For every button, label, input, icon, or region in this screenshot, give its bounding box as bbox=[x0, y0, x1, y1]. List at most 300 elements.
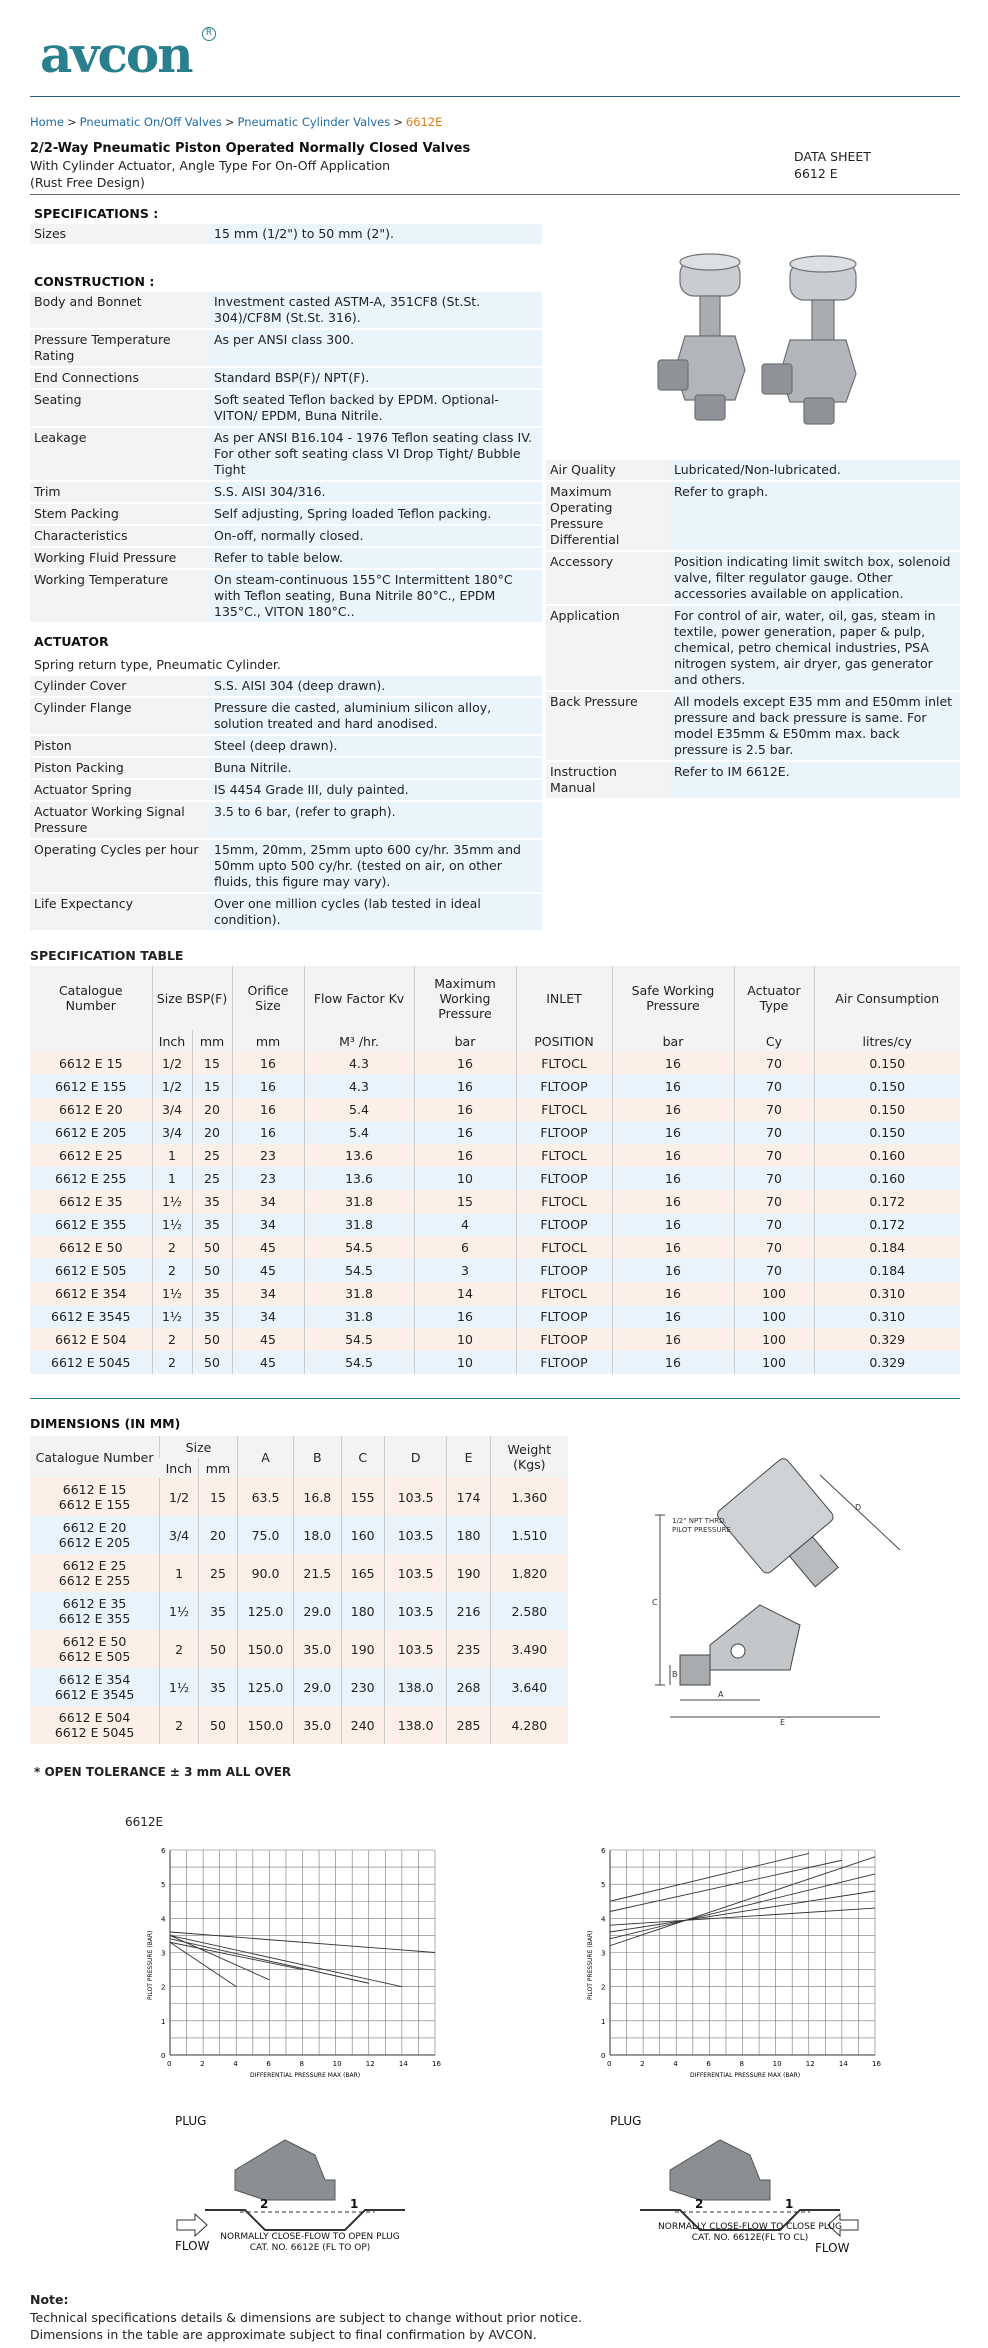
spec-row bbox=[546, 762, 960, 798]
table-cell: 103.5 bbox=[384, 1478, 447, 1516]
table-cell: 16 bbox=[232, 1098, 304, 1121]
spec-key: Actuator Spring bbox=[30, 780, 210, 800]
table-cell: 150.0 bbox=[237, 1706, 293, 1744]
spec-value: Buna Nitrile. bbox=[210, 758, 542, 778]
table-cell: 35.0 bbox=[294, 1706, 342, 1744]
y-tick-label: 1 bbox=[601, 2017, 606, 2026]
spec-row bbox=[30, 698, 542, 734]
table-row bbox=[30, 1516, 568, 1554]
table-cell: 70 bbox=[734, 1052, 814, 1075]
spec-value: S.S. AISI 304/316. bbox=[210, 482, 542, 502]
logo-text: avcon bbox=[40, 25, 192, 84]
table-cell: 6612 E 255 bbox=[30, 1167, 152, 1190]
x-tick-label: 12 bbox=[365, 2060, 375, 2068]
avcon-logo[interactable] bbox=[40, 25, 240, 85]
x-tick-label: 16 bbox=[872, 2060, 881, 2068]
table-row bbox=[30, 1630, 568, 1668]
table-cell: 174 bbox=[447, 1478, 490, 1516]
spec-key: Stem Packing bbox=[30, 504, 210, 524]
dim-catalogue-cell bbox=[30, 1592, 160, 1630]
spec-value: Refer to IM 6612E. bbox=[670, 762, 960, 798]
table-cell: 50 bbox=[199, 1706, 238, 1744]
spec-value: Steel (deep drawn). bbox=[210, 736, 542, 756]
table-cell: 0.172 bbox=[814, 1213, 960, 1236]
table-cell: 16 bbox=[414, 1075, 516, 1098]
table-cell: 35 bbox=[192, 1282, 232, 1305]
table-cell: 0.329 bbox=[814, 1328, 960, 1351]
breadcrumb-pneumatic-onoff[interactable]: Pneumatic On/Off Valves bbox=[79, 115, 222, 129]
spec-key: Application bbox=[546, 606, 670, 690]
pilot-label-1: 1/2" NPT THRD. bbox=[672, 1517, 727, 1525]
valve-product-photo bbox=[650, 250, 880, 430]
table-cell: 16 bbox=[612, 1190, 734, 1213]
table-cell: 18.0 bbox=[294, 1516, 342, 1554]
caption-left-1: NORMALLY CLOSE-FLOW TO OPEN PLUG bbox=[220, 2232, 400, 2242]
table-cell: 103.5 bbox=[384, 1516, 447, 1554]
spec-column-header: Size BSP(F) bbox=[152, 966, 232, 1030]
y-tick-label: 0 bbox=[161, 2052, 166, 2060]
table-cell: 50 bbox=[192, 1351, 232, 1374]
spec-column-header: Catalogue Number bbox=[30, 966, 152, 1030]
table-cell: 125.0 bbox=[237, 1668, 293, 1706]
dim-column-header: E bbox=[447, 1436, 490, 1478]
table-cell: 25 bbox=[192, 1167, 232, 1190]
table-row bbox=[30, 1592, 568, 1630]
table-cell: 6612 E 3545 bbox=[30, 1305, 152, 1328]
table-cell: 70 bbox=[734, 1167, 814, 1190]
table-cell: 0.150 bbox=[814, 1052, 960, 1075]
table-cell: 35.0 bbox=[294, 1630, 342, 1668]
table-cell: 34 bbox=[232, 1190, 304, 1213]
spec-row bbox=[546, 606, 960, 690]
table-cell: 15 bbox=[192, 1052, 232, 1075]
table-cell: 103.5 bbox=[384, 1592, 447, 1630]
spec-key: Working Fluid Pressure bbox=[30, 548, 210, 568]
x-axis-label: DIFFERENTIAL PRESSURE MAX (BAR) bbox=[690, 2072, 801, 2079]
catalogue-number: 6612 E 504 bbox=[58, 1710, 131, 1725]
spec-row bbox=[30, 758, 542, 778]
table-cell: 90.0 bbox=[237, 1554, 293, 1592]
spec-row bbox=[546, 482, 960, 550]
table-cell: 0.160 bbox=[814, 1144, 960, 1167]
dim-b-label: B bbox=[672, 1670, 678, 1679]
spec-key: Piston Packing bbox=[30, 758, 210, 778]
dim-column-header: B bbox=[294, 1436, 342, 1478]
table-cell: 16 bbox=[612, 1144, 734, 1167]
spec-value: On-off, normally closed. bbox=[210, 526, 542, 546]
table-cell: 6612 E 20 bbox=[30, 1098, 152, 1121]
table-cell: 70 bbox=[734, 1236, 814, 1259]
dim-catalogue-cell bbox=[30, 1516, 160, 1554]
spec-row bbox=[30, 570, 542, 622]
table-cell: 45 bbox=[232, 1236, 304, 1259]
table-cell: 0.150 bbox=[814, 1098, 960, 1121]
table-cell: 0.184 bbox=[814, 1236, 960, 1259]
table-cell: 0.160 bbox=[814, 1167, 960, 1190]
spec-value: IS 4454 Grade III, duly painted. bbox=[210, 780, 542, 800]
table-cell: 16 bbox=[414, 1305, 516, 1328]
caption-left-2: CAT. NO. 6612E (FL TO OP) bbox=[249, 2243, 371, 2253]
table-row bbox=[30, 1305, 960, 1328]
flow-label-right: FLOW bbox=[815, 2241, 850, 2255]
spec-row bbox=[30, 482, 542, 502]
table-cell: 138.0 bbox=[384, 1706, 447, 1744]
table-cell: 16 bbox=[612, 1328, 734, 1351]
table-cell: 16 bbox=[414, 1144, 516, 1167]
catalogue-number: 6612 E 20 bbox=[62, 1520, 127, 1535]
spec-unit-header: M³ /hr. bbox=[304, 1030, 414, 1052]
y-axis-label: PILOT PRESSURE (BAR) bbox=[147, 1930, 154, 2000]
catalogue-number: 6612 E 255 bbox=[58, 1573, 131, 1588]
table-cell: 6612 E 505 bbox=[30, 1259, 152, 1282]
table-cell: 31.8 bbox=[304, 1213, 414, 1236]
spec-unit-header: mm bbox=[232, 1030, 304, 1052]
table-cell: 75.0 bbox=[237, 1516, 293, 1554]
spec-row bbox=[30, 428, 542, 480]
table-cell: 31.8 bbox=[304, 1190, 414, 1213]
port-2-label: 2 bbox=[260, 2197, 269, 2211]
table-cell: 1½ bbox=[160, 1592, 199, 1630]
table-cell: FLTOOP bbox=[516, 1213, 612, 1236]
table-cell: 240 bbox=[341, 1706, 384, 1744]
spec-value: Refer to graph. bbox=[670, 482, 960, 550]
table-cell: FLTOOP bbox=[516, 1328, 612, 1351]
table-cell: 25 bbox=[192, 1144, 232, 1167]
spec-key: Life Expectancy bbox=[30, 894, 210, 930]
table-cell: 6612 E 5045 bbox=[30, 1351, 152, 1374]
table-row bbox=[30, 1554, 568, 1592]
table-cell: 70 bbox=[734, 1259, 814, 1282]
spec-value: As per ANSI B16.104 - 1976 Teflon seating class IV. For other soft seating class VI Drop Tight/ Bubble Tight bbox=[210, 428, 542, 480]
table-cell: 50 bbox=[192, 1236, 232, 1259]
table-cell: 3/4 bbox=[152, 1121, 192, 1144]
specifications-table bbox=[30, 222, 542, 246]
spec-column-header: Maximum Working Pressure bbox=[414, 966, 516, 1030]
table-cell: 31.8 bbox=[304, 1282, 414, 1305]
port-1-label: 1 bbox=[350, 2197, 359, 2211]
table-cell: 45 bbox=[232, 1351, 304, 1374]
spec-value: All models except E35 mm and E50mm inlet pressure and back pressure is same. For model E35mm & E50mm max. back pressure is 2.5 bar. bbox=[670, 692, 960, 760]
spec-table-title: SPECIFICATION TABLE bbox=[30, 948, 184, 963]
table-cell: 16 bbox=[612, 1052, 734, 1075]
specifications-heading: SPECIFICATIONS : bbox=[34, 206, 159, 221]
table-cell: 6612 E 25 bbox=[30, 1144, 152, 1167]
x-tick-label: 14 bbox=[398, 2060, 408, 2068]
table-cell: 1 bbox=[160, 1554, 199, 1592]
table-cell: 15 bbox=[192, 1075, 232, 1098]
table-cell: FLTOOP bbox=[516, 1167, 612, 1190]
table-cell: 20 bbox=[199, 1516, 238, 1554]
table-cell: 155 bbox=[341, 1478, 384, 1516]
table-cell: 34 bbox=[232, 1213, 304, 1236]
spec-key: Body and Bonnet bbox=[30, 292, 210, 328]
spec-row bbox=[30, 780, 542, 800]
valve-right bbox=[762, 256, 856, 424]
x-tick-label: 0 bbox=[607, 2060, 612, 2068]
spec-key: Actuator Working Signal Pressure bbox=[30, 802, 210, 838]
table-cell: 125.0 bbox=[237, 1592, 293, 1630]
product-subtitle-2: (Rust Free Design) bbox=[30, 175, 145, 190]
table-cell: 35 bbox=[192, 1213, 232, 1236]
x-tick-label: 4 bbox=[673, 2060, 678, 2068]
spec-row bbox=[546, 692, 960, 760]
breadcrumb-sep: > bbox=[393, 115, 403, 129]
table-cell: 16 bbox=[612, 1259, 734, 1282]
spec-row bbox=[30, 736, 542, 756]
catalogue-number: 6612 E 155 bbox=[58, 1497, 131, 1512]
table-cell: 10 bbox=[414, 1167, 516, 1190]
table-cell: 1½ bbox=[152, 1282, 192, 1305]
table-cell: 3/4 bbox=[152, 1098, 192, 1121]
spec-key: Characteristics bbox=[30, 526, 210, 546]
table-cell: 6612 E 355 bbox=[30, 1213, 152, 1236]
table-cell: 50 bbox=[192, 1259, 232, 1282]
table-cell: 3.490 bbox=[490, 1630, 568, 1668]
table-row bbox=[30, 1668, 568, 1706]
y-tick-label: 5 bbox=[161, 1881, 166, 1890]
table-cell: 35 bbox=[199, 1592, 238, 1630]
spec-key: Sizes bbox=[30, 224, 210, 244]
breadcrumb-home[interactable]: Home bbox=[30, 115, 64, 129]
table-cell: 16 bbox=[612, 1351, 734, 1374]
table-cell: 16 bbox=[414, 1098, 516, 1121]
datasheet-code: 6612 E bbox=[794, 166, 838, 181]
spec-row bbox=[546, 552, 960, 604]
table-cell: 13.6 bbox=[304, 1144, 414, 1167]
plug-label-right: PLUG bbox=[610, 2114, 642, 2128]
table-row bbox=[30, 1144, 960, 1167]
table-cell: 103.5 bbox=[384, 1630, 447, 1668]
y-tick-label: 5 bbox=[601, 1881, 606, 1890]
table-cell: 0.150 bbox=[814, 1075, 960, 1098]
spec-unit-header: Inch bbox=[152, 1030, 192, 1052]
table-cell: 180 bbox=[341, 1592, 384, 1630]
breadcrumb bbox=[30, 115, 442, 129]
table-row bbox=[30, 1121, 960, 1144]
catalogue-number: 6612 E 505 bbox=[58, 1649, 131, 1664]
specification-table bbox=[30, 966, 960, 1374]
title-divider bbox=[30, 194, 960, 195]
table-cell: 16.8 bbox=[294, 1478, 342, 1516]
table-cell: 54.5 bbox=[304, 1351, 414, 1374]
table-cell: 16 bbox=[612, 1236, 734, 1259]
table-cell: 1.820 bbox=[490, 1554, 568, 1592]
table-cell: 6612 E 15 bbox=[30, 1052, 152, 1075]
spec-key: End Connections bbox=[30, 368, 210, 388]
table-cell: FLTOOP bbox=[516, 1075, 612, 1098]
table-cell: 2 bbox=[152, 1328, 192, 1351]
dim-header-row bbox=[30, 1436, 568, 1458]
x-tick-label: 0 bbox=[167, 2060, 172, 2068]
spec-value: As per ANSI class 300. bbox=[210, 330, 542, 366]
table-cell: 63.5 bbox=[237, 1478, 293, 1516]
registered-mark: R bbox=[202, 27, 216, 41]
spec-key: Back Pressure bbox=[546, 692, 670, 760]
valve-left bbox=[658, 254, 745, 420]
table-row bbox=[30, 1259, 960, 1282]
table-cell: 1½ bbox=[152, 1213, 192, 1236]
spec-key: Trim bbox=[30, 482, 210, 502]
x-tick-label: 2 bbox=[640, 2060, 645, 2068]
dim-e-label: E bbox=[780, 1718, 786, 1725]
note-body bbox=[30, 2309, 582, 2343]
construction-heading: CONSTRUCTION : bbox=[34, 274, 155, 289]
x-tick-label: 10 bbox=[332, 2060, 342, 2068]
table-cell: 2.580 bbox=[490, 1592, 568, 1630]
table-cell: 1.510 bbox=[490, 1516, 568, 1554]
table-cell: 25 bbox=[199, 1554, 238, 1592]
y-tick-label: 0 bbox=[601, 2052, 606, 2060]
pilot-pressure-graph-fl-to-cl bbox=[570, 1840, 890, 2090]
table-cell: 31.8 bbox=[304, 1305, 414, 1328]
x-tick-label: 8 bbox=[739, 2060, 744, 2068]
table-cell: 1/2 bbox=[152, 1052, 192, 1075]
spec-value: Self adjusting, Spring loaded Teflon packing. bbox=[210, 504, 542, 524]
spec-unit-header: mm bbox=[192, 1030, 232, 1052]
spec-row bbox=[30, 840, 542, 892]
spec-row bbox=[30, 368, 542, 388]
spec-unit-header: litres/cy bbox=[814, 1030, 960, 1052]
product-subtitle: With Cylinder Actuator, Angle Type For On-Off Application bbox=[30, 158, 391, 173]
port-1-label-right: 1 bbox=[785, 2197, 794, 2211]
spec-column-header: Actuator Type bbox=[734, 966, 814, 1030]
table-cell: 16 bbox=[232, 1052, 304, 1075]
table-cell: 0.184 bbox=[814, 1259, 960, 1282]
table-cell: 16 bbox=[612, 1213, 734, 1236]
spec-key: Working Temperature bbox=[30, 570, 210, 622]
table-cell: 138.0 bbox=[384, 1668, 447, 1706]
spec-value: Lubricated/Non-lubricated. bbox=[670, 460, 960, 480]
spec-key: Air Quality bbox=[546, 460, 670, 480]
table-cell: 6612 E 35 bbox=[30, 1190, 152, 1213]
spec-unit-header: bar bbox=[414, 1030, 516, 1052]
table-cell: 1/2 bbox=[160, 1478, 199, 1516]
table-cell: 100 bbox=[734, 1328, 814, 1351]
table-cell: 54.5 bbox=[304, 1236, 414, 1259]
table-row bbox=[30, 1167, 960, 1190]
x-tick-label: 16 bbox=[432, 2060, 441, 2068]
spec-value: 15mm, 20mm, 25mm upto 600 cy/hr. 35mm and 50mm upto 500 cy/hr. (tested on air, on other fluids, this figure may vary). bbox=[210, 840, 542, 892]
dim-subheader: mm bbox=[199, 1458, 238, 1478]
spec-value: S.S. AISI 304 (deep drawn). bbox=[210, 676, 542, 696]
spec-row bbox=[30, 330, 542, 366]
table-cell: 180 bbox=[447, 1516, 490, 1554]
dim-column-header: Catalogue Number bbox=[30, 1436, 160, 1478]
x-tick-label: 2 bbox=[200, 2060, 205, 2068]
table-row bbox=[30, 1075, 960, 1098]
table-row bbox=[30, 1478, 568, 1516]
table-cell: 100 bbox=[734, 1282, 814, 1305]
dimensions-heading: DIMENSIONS (IN MM) bbox=[30, 1416, 181, 1431]
dim-column-header: Weight (Kgs) bbox=[490, 1436, 568, 1478]
tolerance-note: * OPEN TOLERANCE ± 3 mm ALL OVER bbox=[34, 1765, 292, 1779]
graph-label: 6612E bbox=[125, 1815, 164, 1829]
spec-key: Cylinder Cover bbox=[30, 676, 210, 696]
catalogue-number: 6612 E 25 bbox=[62, 1558, 127, 1573]
breadcrumb-sep: > bbox=[224, 115, 235, 129]
spec-row bbox=[30, 802, 542, 838]
table-cell: 5.4 bbox=[304, 1098, 414, 1121]
header-divider bbox=[30, 96, 960, 97]
spec-value: Position indicating limit switch box, solenoid valve, filter regulator gauge. Other accessories available on application. bbox=[670, 552, 960, 604]
actuator-intro: Spring return type, Pneumatic Cylinder. bbox=[34, 657, 281, 672]
table-cell: 0.172 bbox=[814, 1190, 960, 1213]
actuator-table bbox=[30, 674, 542, 932]
table-cell: 13.6 bbox=[304, 1167, 414, 1190]
table-cell: FLTOCL bbox=[516, 1236, 612, 1259]
table-cell: FLTOCL bbox=[516, 1098, 612, 1121]
table-cell: 45 bbox=[232, 1259, 304, 1282]
spec-header-row bbox=[30, 966, 960, 1030]
table-cell: FLTOCL bbox=[516, 1052, 612, 1075]
spec-column-header: Flow Factor Kv bbox=[304, 966, 414, 1030]
table-cell: 103.5 bbox=[384, 1554, 447, 1592]
table-row bbox=[30, 1098, 960, 1121]
spec-table-divider bbox=[30, 1398, 960, 1399]
table-row bbox=[30, 1282, 960, 1305]
spec-value: Refer to table below. bbox=[210, 548, 542, 568]
breadcrumb-cylinder-valves[interactable]: Pneumatic Cylinder Valves bbox=[237, 115, 391, 129]
dim-catalogue-cell bbox=[30, 1668, 160, 1706]
table-cell: FLTOCL bbox=[516, 1282, 612, 1305]
table-cell: 165 bbox=[341, 1554, 384, 1592]
table-cell: 70 bbox=[734, 1144, 814, 1167]
table-cell: 50 bbox=[192, 1328, 232, 1351]
y-tick-label: 4 bbox=[601, 1915, 606, 1924]
catalogue-number: 6612 E 354 bbox=[58, 1672, 131, 1687]
datasheet-label bbox=[794, 148, 871, 182]
x-axis-label: DIFFERENTIAL PRESSURE MAX (BAR) bbox=[250, 2072, 361, 2079]
spec-row bbox=[30, 504, 542, 524]
spec-key: Piston bbox=[30, 736, 210, 756]
table-cell: 100 bbox=[734, 1305, 814, 1328]
table-cell: 1½ bbox=[160, 1668, 199, 1706]
table-cell: 3 bbox=[414, 1259, 516, 1282]
spec-row bbox=[30, 526, 542, 546]
x-tick-label: 8 bbox=[299, 2060, 304, 2068]
table-cell: 1 bbox=[152, 1167, 192, 1190]
table-cell: 150.0 bbox=[237, 1630, 293, 1668]
table-cell: 3/4 bbox=[160, 1516, 199, 1554]
table-cell: 16 bbox=[414, 1121, 516, 1144]
y-tick-label: 2 bbox=[161, 1983, 166, 1992]
table-cell: 4.280 bbox=[490, 1706, 568, 1744]
catalogue-number: 6612 E 5045 bbox=[54, 1725, 135, 1740]
catalogue-number: 6612 E 50 bbox=[62, 1634, 127, 1649]
spec-row bbox=[30, 390, 542, 426]
table-cell: 1.360 bbox=[490, 1478, 568, 1516]
table-cell: 216 bbox=[447, 1592, 490, 1630]
y-tick-label: 4 bbox=[161, 1915, 166, 1924]
table-row bbox=[30, 1706, 568, 1744]
table-row bbox=[30, 1190, 960, 1213]
table-cell: 45 bbox=[232, 1328, 304, 1351]
table-cell: 190 bbox=[341, 1630, 384, 1668]
table-cell: 10 bbox=[414, 1328, 516, 1351]
spec-column-header: Air Consumption bbox=[814, 966, 960, 1030]
table-cell: 10 bbox=[414, 1351, 516, 1374]
spec-key: Accessory bbox=[546, 552, 670, 604]
catalogue-number: 6612 E 3545 bbox=[54, 1687, 135, 1702]
table-cell: 70 bbox=[734, 1075, 814, 1098]
datasheet-title: DATA SHEET bbox=[794, 149, 871, 164]
table-cell: FLTOOP bbox=[516, 1305, 612, 1328]
note-title: Note: bbox=[30, 2292, 69, 2307]
dim-column-header: D bbox=[384, 1436, 447, 1478]
spec-unit-header: bar bbox=[612, 1030, 734, 1052]
table-cell: 16 bbox=[612, 1098, 734, 1121]
dim-a-label: A bbox=[718, 1690, 724, 1699]
